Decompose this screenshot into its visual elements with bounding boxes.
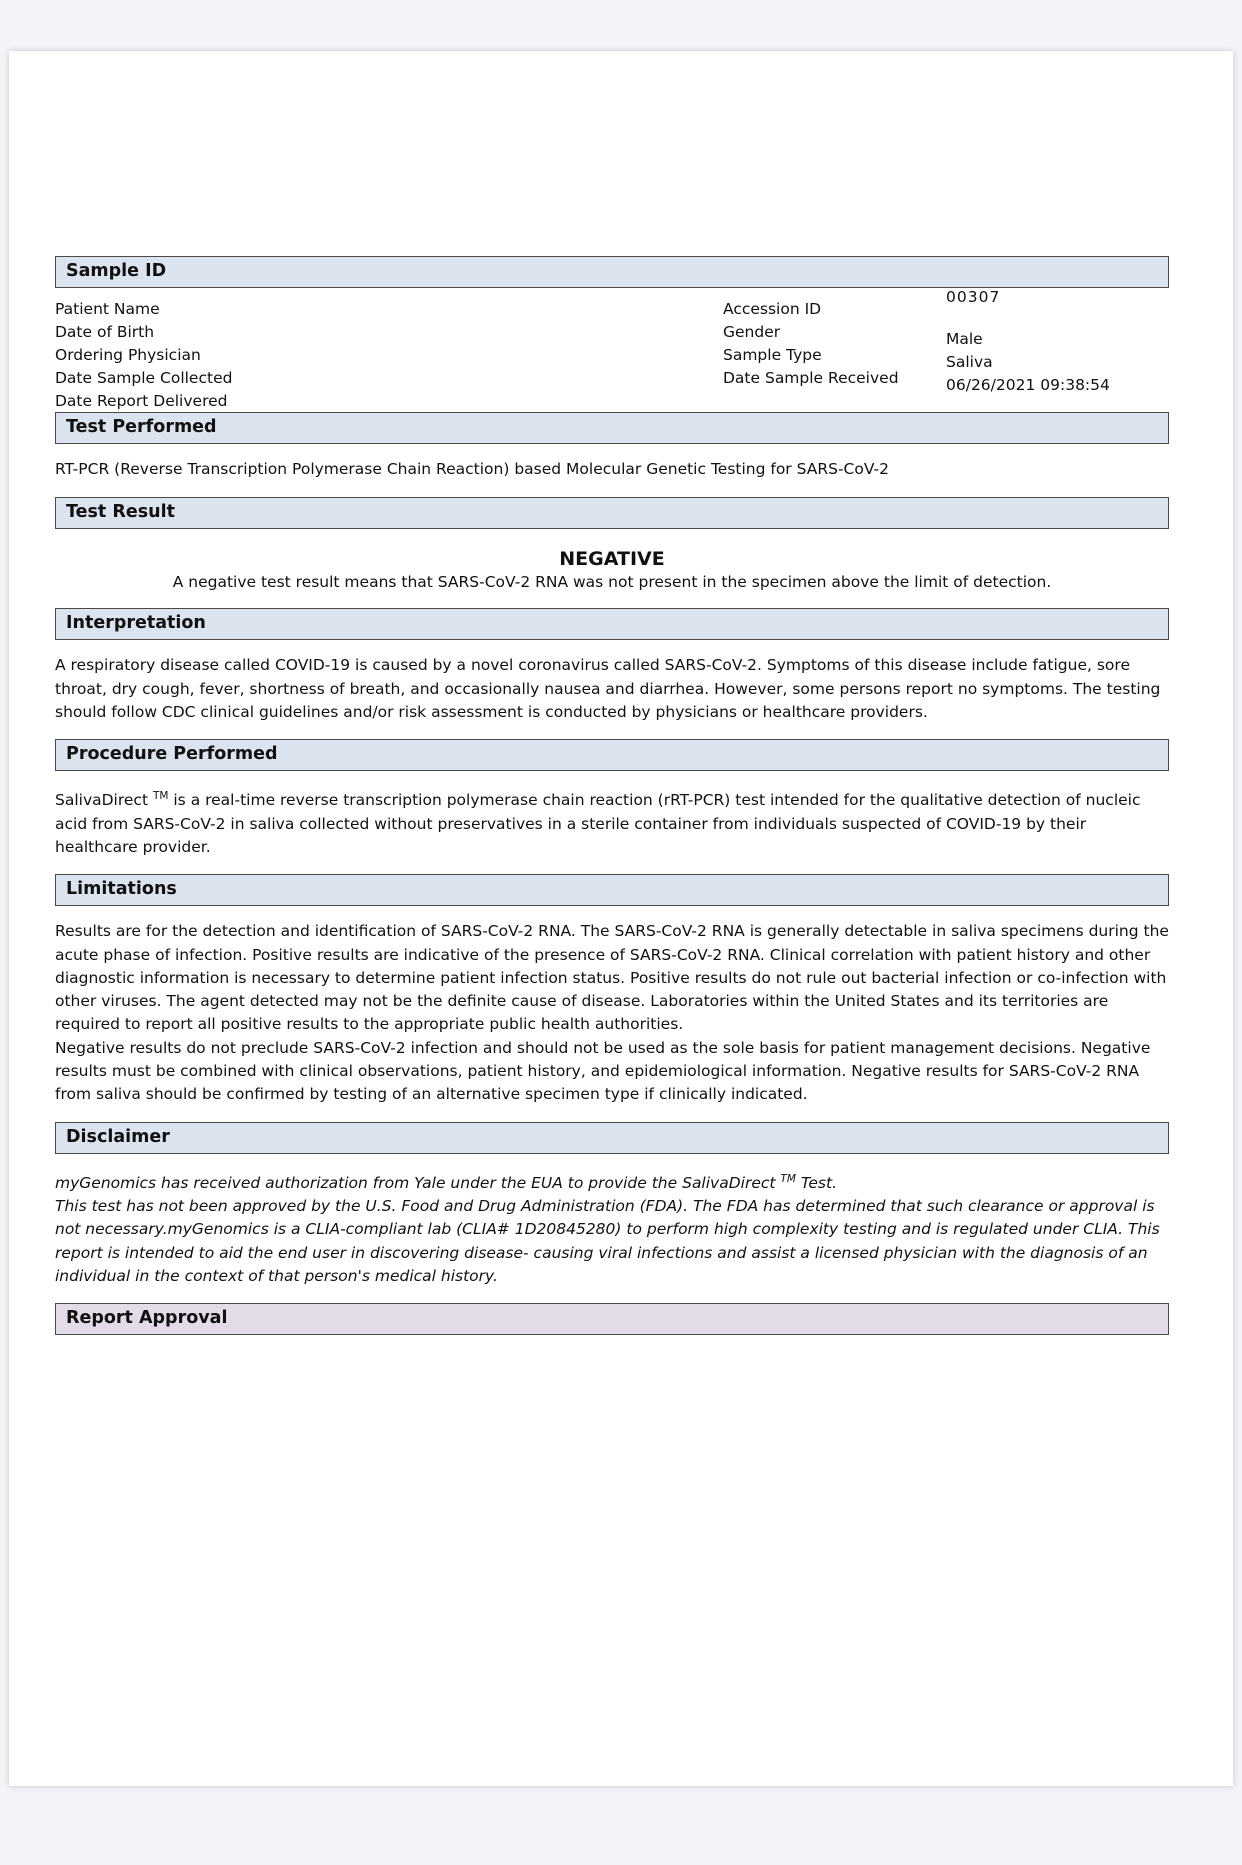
report-content bbox=[55, 256, 1169, 1335]
limitations-header: Limitations bbox=[55, 874, 1169, 906]
limitations-text-1: Results are for the detection and identification of SARS-CoV-2 RNA. The SARS-CoV-2 RNA is generally detectable in saliva specimens during the acute phase of infection. Positive results are indicative of the presence of SARS-CoV-2 RNA. Clinical correlation with patient history and other diagnostic information is necessary to determine patient infection status. Positive results do not rule out bacterial infection or co-infection with other viruses. The agent detected may not be the definite cause of disease. Laboratories within the United States and its territories are required to report all positive results to the appropriate public health authorities. bbox=[55, 922, 1169, 1034]
gender-label: Gender bbox=[723, 323, 781, 341]
procedure-brand: SalivaDirect bbox=[55, 791, 149, 810]
date-received-label: Date Sample Received bbox=[723, 369, 899, 387]
sample-left-labels bbox=[55, 298, 232, 413]
sample-id-header: Sample ID bbox=[55, 256, 1169, 288]
sample-type-value: Saliva bbox=[946, 353, 993, 371]
procedure-description: is a real-time reverse transcription polymerase chain reaction (rRT-PCR) test intended for the qualitative detection of nucleic acid from SARS-CoV-2 in saliva collected without preservatives in a sterile container from individuals suspected of COVID-19 by their healthcare provider. bbox=[55, 791, 1141, 856]
patient-name-label: Patient Name bbox=[55, 300, 160, 318]
procedure-header: Procedure Performed bbox=[55, 739, 1169, 771]
procedure-text bbox=[55, 785, 1169, 859]
disclaimer-text-2: This test has not been approved by the U.S. Food and Drug Administration (FDA). The FDA has determined that such clearance or approval is not necessary.myGenomics is a CLIA-compliant lab (CLIA# 1D20845280) to perform high complexity testing and is regulated under CLIA. This report is intended to aid the end user in discovering disease- causing viral infections and assist a licensed physician with the diagnosis of an individual in the context of that person's medical history. bbox=[55, 1197, 1160, 1285]
interpretation-header: Interpretation bbox=[55, 608, 1169, 640]
accession-id-label: Accession ID bbox=[723, 300, 822, 318]
date-delivered-label: Date Report Delivered bbox=[55, 392, 228, 410]
accession-id-value: 00307 bbox=[946, 288, 1001, 306]
date-received-value: 06/26/2021 09:38:54 bbox=[946, 376, 1110, 394]
report-approval-header: Report Approval bbox=[55, 1303, 1169, 1335]
gender-value: Male bbox=[946, 330, 983, 348]
test-result-header: Test Result bbox=[55, 497, 1169, 529]
disclaimer-trademark: TM bbox=[780, 1172, 796, 1185]
test-result-value: NEGATIVE bbox=[559, 548, 665, 571]
test-performed-text: RT-PCR (Reverse Transcription Polymerase Chain Reaction) based Molecular Genetic Testing for SARS-CoV-2 bbox=[55, 460, 889, 478]
date-collected-label: Date Sample Collected bbox=[55, 369, 233, 387]
sample-right-values bbox=[946, 288, 1110, 397]
interpretation-text: A respiratory disease called COVID-19 is caused by a novel coronavirus called SARS-CoV-2. Symptoms of this disease include fatigue, sore throat, dry cough, fever, shortness of breath, and occasionally nausea and diarrhea. However, some persons report no symptoms. The testing should follow CDC clinical guidelines and/or risk assessment is conducted by physicians or healthcare providers. bbox=[55, 656, 1161, 721]
disclaimer-line-1: myGenomics has received authorization from Yale under the EUA to provide the SalivaDirect ™ Test. bbox=[55, 1172, 838, 1192]
sample-right-labels bbox=[723, 298, 899, 390]
sample-type-label: Sample Type bbox=[723, 346, 822, 364]
date-of-birth-label: Date of Birth bbox=[55, 323, 155, 341]
disclaimer-header: Disclaimer bbox=[55, 1122, 1169, 1154]
sample-id-grid bbox=[55, 288, 1169, 416]
test-performed-header: Test Performed bbox=[55, 412, 1169, 444]
test-result-description: A negative test result means that SARS-CoV-2 RNA was not present in the specimen above the limit of detection. bbox=[172, 573, 1052, 592]
procedure-trademark: TM bbox=[152, 790, 169, 803]
ordering-physician-label: Ordering Physician bbox=[55, 346, 201, 364]
limitations-text-2: Negative results do not preclude SARS-CoV-2 infection and should not be used as the sole basis for patient management decisions. Negative results must be combined with clinical observations, patient history, and epidemiological information. Negative results for SARS-CoV-2 RNA from saliva should be confirmed by testing of an alternative specimen type if clinically indicated. bbox=[55, 1038, 1151, 1104]
